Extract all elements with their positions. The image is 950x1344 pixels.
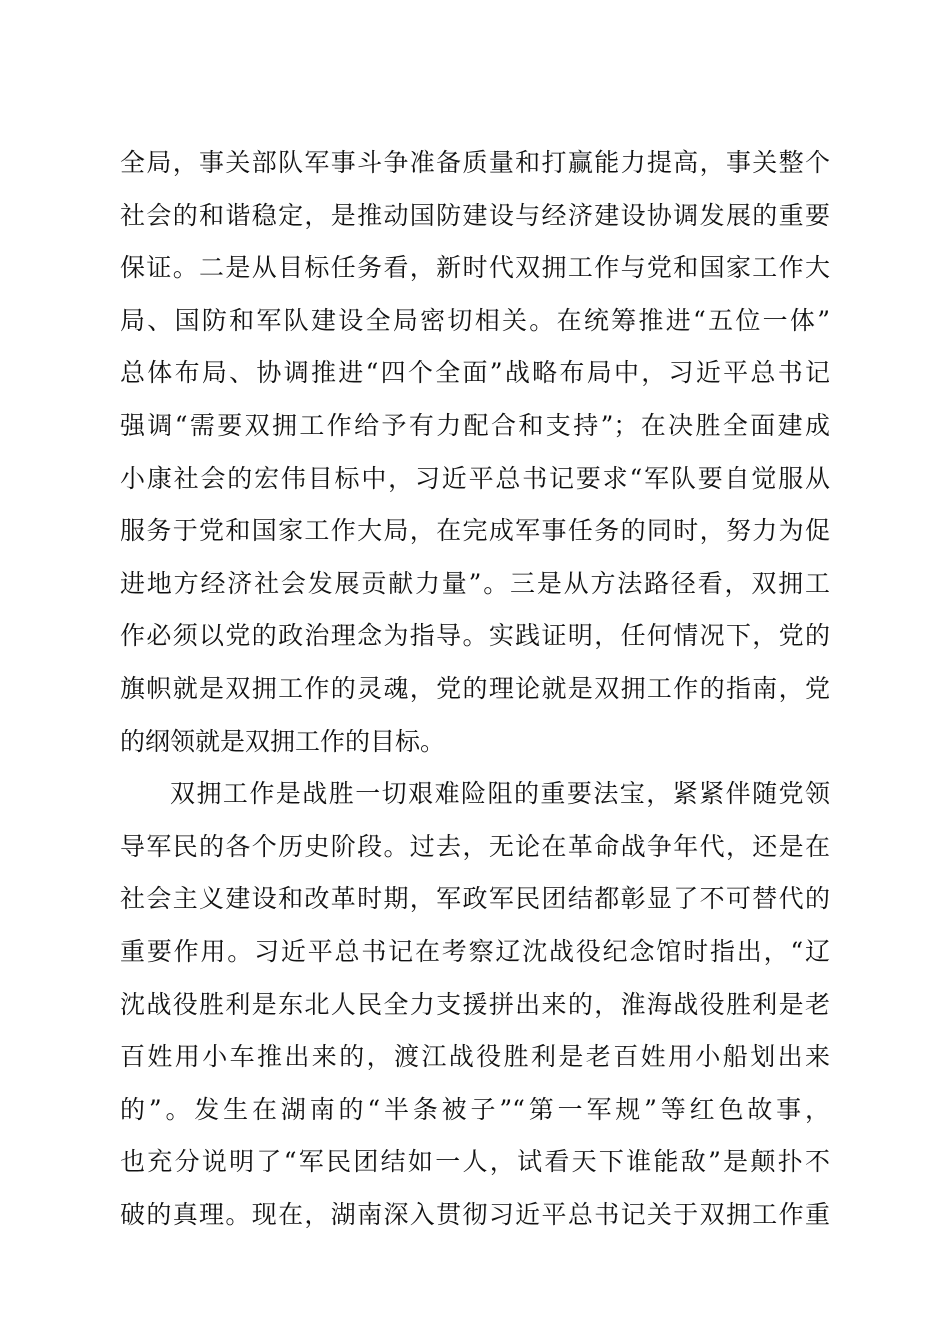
text-line: 旗帜就是双拥工作的灵魂，党的理论就是双拥工作的指南，党: [120, 673, 830, 703]
text-line: 破的真理。现在，湖南深入贯彻习近平总书记关于双拥工作重: [120, 1199, 830, 1229]
text-line: 社会的和谐稳定，是推动国防建设与经济建设协调发展的重要: [120, 200, 830, 230]
text-line: 的”。发生在湖南的“半条被子”“第一军规”等红色故事，: [120, 1094, 830, 1124]
text-line: 进地方经济社会发展贡献力量”。三是从方法路径看，双拥工: [120, 568, 830, 598]
paragraph-start-line: 双拥工作是战胜一切艰难险阻的重要法宝，紧紧伴随党领: [170, 779, 830, 809]
text-line: 社会主义建设和改革时期，军政军民团结都彰显了不可替代的: [120, 884, 830, 914]
text-line: 局、国防和军队建设全局密切相关。在统筹推进“五位一体”: [120, 305, 830, 335]
text-line: 强调“需要双拥工作给予有力配合和支持”；在决胜全面建成: [120, 410, 830, 440]
text-line: 全局，事关部队军事斗争准备质量和打赢能力提高，事关整个: [120, 148, 830, 177]
text-line: 小康社会的宏伟目标中，习近平总书记要求“军队要自觉服从: [120, 463, 830, 493]
text-line: 作必须以党的政治理念为指导。实践证明，任何情况下，党的: [120, 621, 830, 651]
text-line: 百姓用小车推出来的，渡江战役胜利是老百姓用小船划出来: [120, 1042, 830, 1072]
text-line: 总体布局、协调推进“四个全面”战略布局中，习近平总书记: [120, 358, 830, 388]
text-line: 也充分说明了“军民团结如一人，试看天下谁能敌”是颠扑不: [120, 1147, 830, 1177]
text-line: 导军民的各个历史阶段。过去，无论在革命战争年代，还是在: [120, 831, 830, 861]
text-line: 沈战役胜利是东北人民全力支援拼出来的，淮海战役胜利是老: [120, 989, 830, 1019]
text-line: 重要作用。习近平总书记在考察辽沈战役纪念馆时指出，“辽: [120, 936, 830, 966]
document-body: [120, 137, 830, 1241]
text-line: 保证。二是从目标任务看，新时代双拥工作与党和国家工作大: [120, 253, 830, 283]
paragraph-end-line: 的纲领就是双拥工作的目标。: [120, 726, 446, 756]
text-line: 服务于党和国家工作大局，在完成军事任务的同时，努力为促: [120, 516, 830, 546]
